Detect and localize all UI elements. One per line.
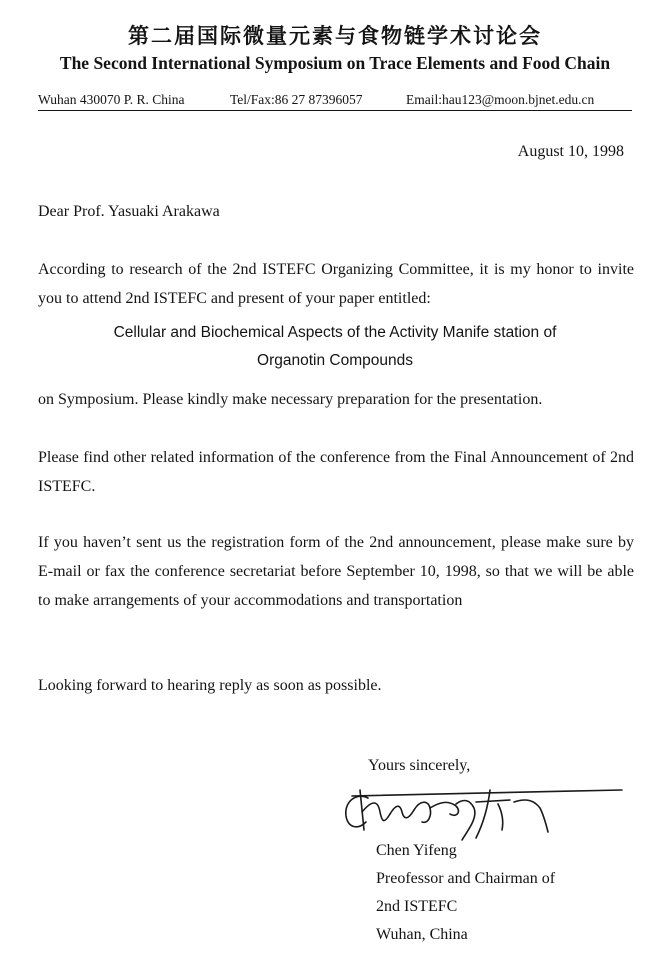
paragraph-announcement: Please find other related information of the conference from the Final Announcement of 2nd ISTEFC.: [38, 449, 634, 495]
letterhead-divider: [38, 110, 632, 111]
signatory-title: Preofessor and Chairman of: [376, 870, 556, 887]
paragraph-invitation: According to research of the 2nd ISTEFC Organizing Committee, it is my honor to invite you to attend 2nd ISTEFC and present of your paper entitled:: [38, 261, 634, 307]
signatory-city: Wuhan, China: [376, 926, 468, 943]
paragraph-closing-remark: Looking forward to hearing reply as soon as possible.: [38, 677, 382, 694]
signatory-name: Chen Yifeng: [376, 842, 457, 859]
letterhead-title-chinese: 第二届国际微量元素与食物链学术讨论会: [128, 24, 542, 48]
letterhead-email: Email:hau123@moon.bjnet.edu.cn: [406, 92, 595, 107]
letterhead-address: Wuhan 430070 P. R. China: [38, 92, 185, 107]
letter-salutation: Dear Prof. Yasuaki Arakawa: [38, 203, 220, 220]
letterhead-title-english: The Second International Symposium on Trace Elements and Food Chain: [59, 53, 611, 73]
paragraph-preparation: on Symposium. Please kindly make necessary preparation for the presentation.: [38, 391, 543, 408]
signatory-organization: 2nd ISTEFC: [376, 898, 458, 915]
handwritten-signature: [338, 778, 623, 844]
paper-title: [0, 319, 670, 375]
closing-phrase: Yours sincerely,: [368, 757, 471, 774]
letter-date: August 10, 1998: [517, 143, 624, 160]
paragraph-registration: If you haven’t sent us the registration form of the 2nd announcement, please make sure by E-mail or fax the conference secretariat before September 10, 1998, so that we will be able to make arrangements of your accommodations and transportation: [38, 534, 634, 609]
letterhead-telfax: Tel/Fax:86 27 87396057: [230, 92, 363, 107]
paper-title-line-1: Cellular and Biochemical Aspects of the Activity Manife station of: [113, 324, 557, 341]
paper-title-line-2: Organotin Compounds: [257, 352, 413, 369]
